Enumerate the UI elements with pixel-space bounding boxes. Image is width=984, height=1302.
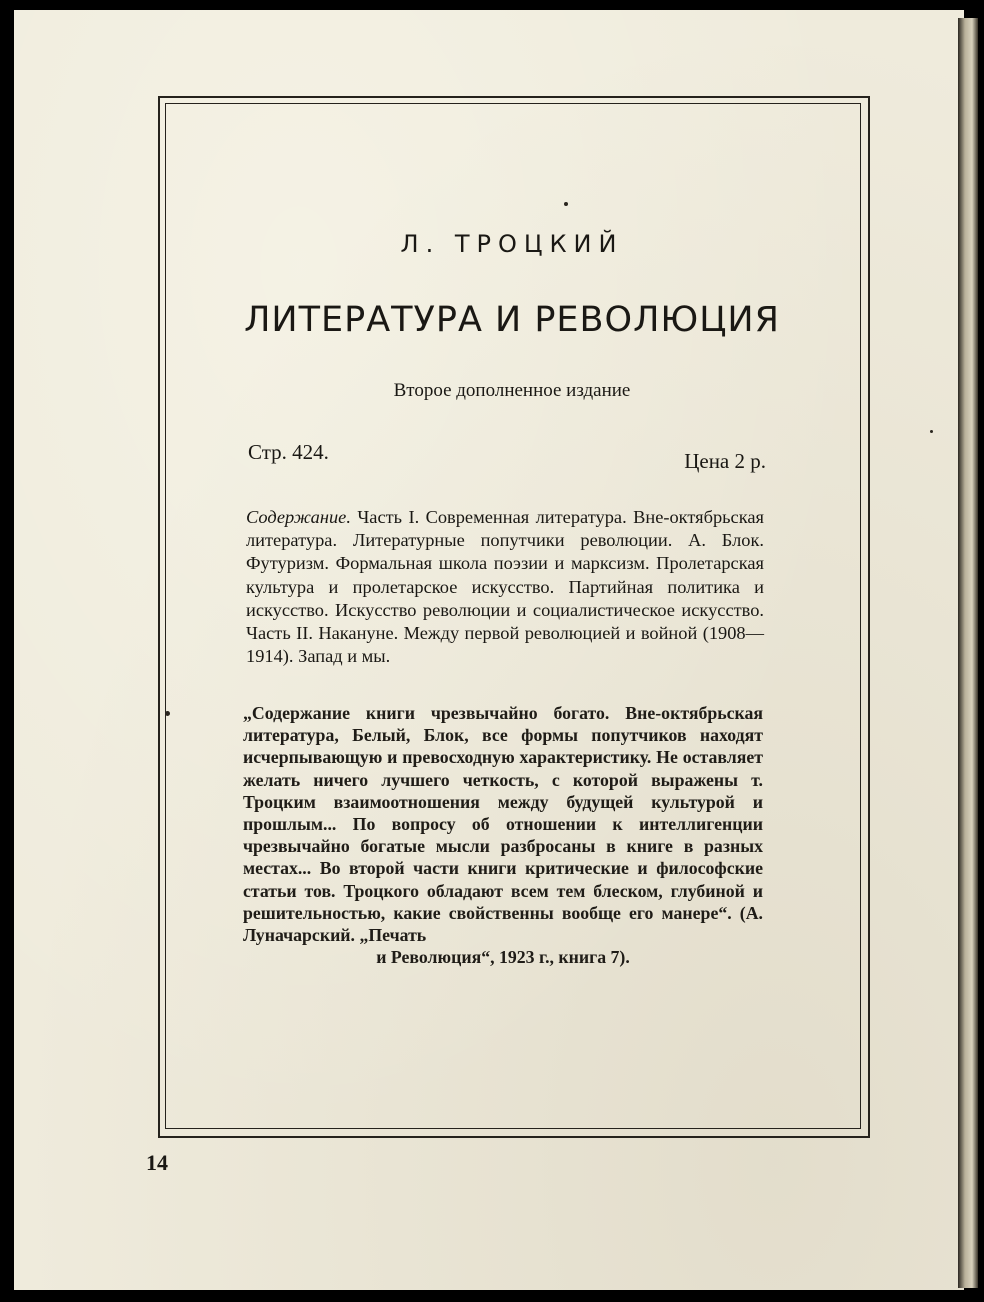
book-title: ЛИТЕРАТУРА И РЕВОЛЮЦИЯ [244,300,780,340]
contents-text: Часть I. Современная литература. Вне-октябрьская литература. Литературные попутчики революции. А. Блок. Футуризм. Формальная школа поэзии и марксизм. Пролетарская культура и пролетарское искусство. Партийная политика и искусство. Искусство революции и социалистическое искусство. Часть II. Накануне. Между первой революцией и войной (1908—1914). Запад и мы. [246,507,764,667]
review-last-line: и Революция“, 1923 г., книга 7). [376,947,630,968]
contents-paragraph [246,506,764,668]
ink-speck [564,202,568,206]
page-count: Стр. 424. [248,440,329,464]
ink-speck [930,430,933,433]
review-quote [243,702,763,968]
book-price: Цена 2 р. [684,449,766,473]
page-number: 14 [146,1150,168,1175]
next-page-edge [958,18,978,1288]
contents-label: Содержание. [246,507,351,527]
review-text: „Содержание книги чрезвычайно богато. Вне-октябрьская литература, Белый, Блок, все формы попутчиков находят исчерпывающую и превосходную характеристику. Не оставляет желать ничего лучшего четкость, с которой выражены т. Троцким взаимоотношения между будущей культурой и прошлым... По вопросу об отношении к интеллигенции чрезвычайно богатые мысли разбросаны в книге в разных местах... Во второй части книги критические и философские статьи тов. Троцкого обладают всем тем блеском, глубиной и решительностью, какие свойственны вообще его манере“. (А. Луначарский. „Печать [243,703,763,946]
ink-speck [165,711,170,716]
edition-line: Второе дополненное издание [393,380,631,401]
author-name: Л. ТРОЦКИЙ [400,230,624,258]
